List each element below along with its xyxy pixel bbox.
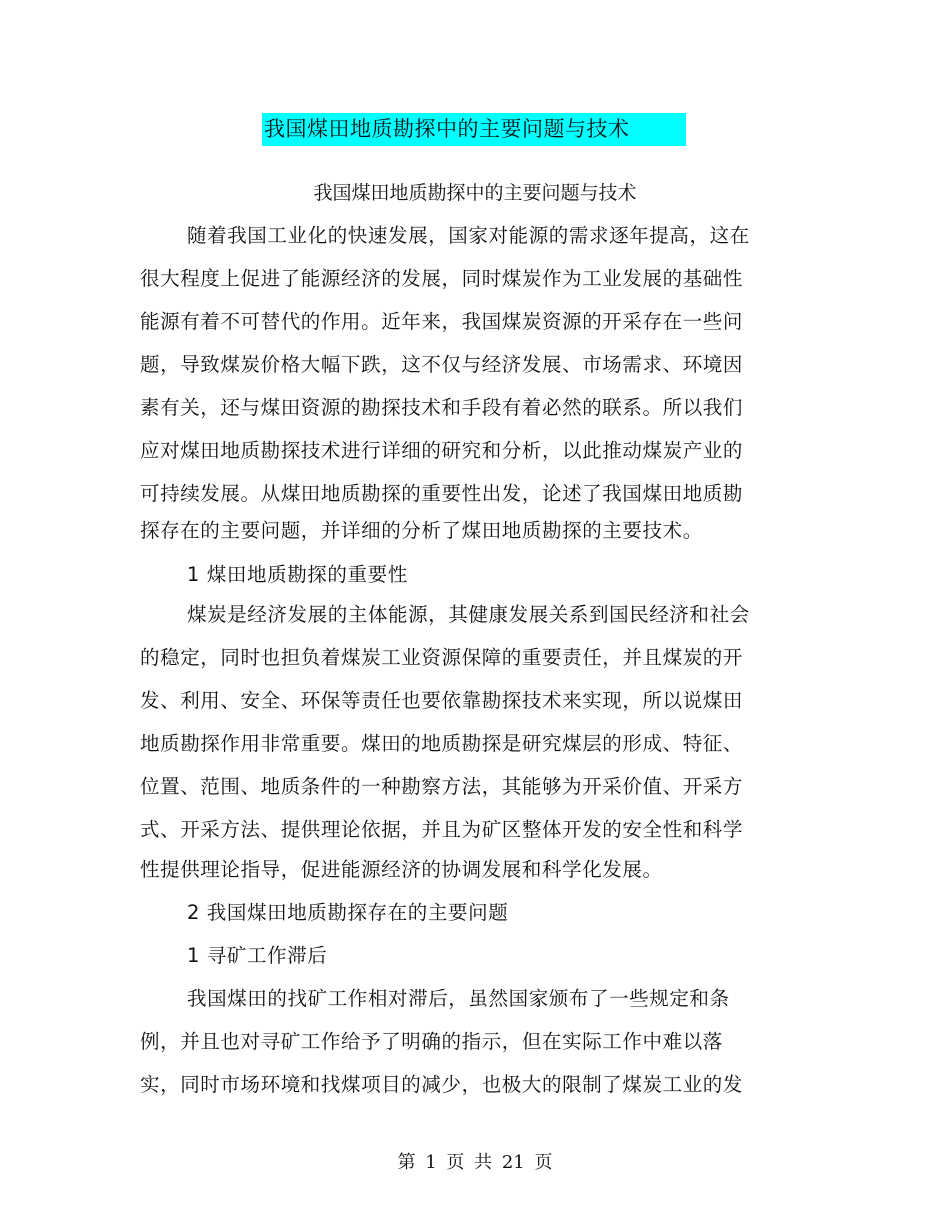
body-line: 探存在的主要问题，并详细的分析了煤田地质勘探的主要技术。 [140, 519, 703, 542]
body-line: 的稳定，同时也担负着煤炭工业资源保障的重要责任，并且煤炭的开 [140, 646, 744, 669]
page-number-footer: 第 1 页 共 21 页 [397, 1152, 553, 1173]
body-line: 式、开采方法、提供理论依据，并且为矿区整体开发的安全性和科学 [140, 818, 744, 841]
document-subtitle: 我国煤田地质勘探中的主要问题与技术 [313, 182, 637, 204]
section-heading: 2 我国煤田地质勘探存在的主要问题 [187, 901, 509, 924]
document-title: 我国煤田地质勘探中的主要问题与技术 [264, 117, 630, 141]
body-line: 煤炭是经济发展的主体能源，其健康发展关系到国民经济和社会 [187, 603, 750, 626]
body-line: 随着我国工业化的快速发展，国家对能源的需求逐年提高，这在 [187, 224, 750, 247]
body-line: 很大程度上促进了能源经济的发展，同时煤炭作为工业发展的基础性 [140, 267, 744, 290]
body-line: 发、利用、安全、环保等责任也要依靠勘探技术来实现，所以说煤田 [140, 689, 744, 712]
body-line: 实，同时市场环境和找煤项目的减少，也极大的限制了煤炭工业的发 [140, 1073, 744, 1096]
body-line: 我国煤田的找矿工作相对滞后，虽然国家颁布了一些规定和条 [187, 987, 730, 1010]
body-line: 题，导致煤炭价格大幅下跌，这不仅与经济发展、市场需求、环境因 [140, 353, 744, 376]
body-line: 位置、范围、地质条件的一种勘察方法，其能够为开采价值、开采方 [140, 775, 744, 798]
body-line: 地质勘探作用非常重要。煤田的地质勘探是研究煤层的形成、特征、 [140, 732, 744, 755]
body-line: 素有关，还与煤田资源的勘探技术和手段有着必然的联系。所以我们 [140, 396, 744, 419]
body-line: 例，并且也对寻矿工作给予了明确的指示，但在实际工作中难以落 [140, 1030, 723, 1053]
body-line: 性提供理论指导，促进能源经济的协调发展和科学化发展。 [140, 858, 663, 881]
section-heading: 1 寻矿工作滞后 [187, 944, 328, 967]
body-line: 能源有着不可替代的作用。近年来，我国煤炭资源的开采存在一些问 [140, 310, 744, 333]
section-heading: 1 煤田地质勘探的重要性 [187, 563, 408, 586]
body-line: 可持续发展。从煤田地质勘探的重要性出发，论述了我国煤田地质勘 [140, 482, 744, 505]
body-line: 应对煤田地质勘探技术进行详细的研究和分析，以此推动煤炭产业的 [140, 439, 744, 462]
